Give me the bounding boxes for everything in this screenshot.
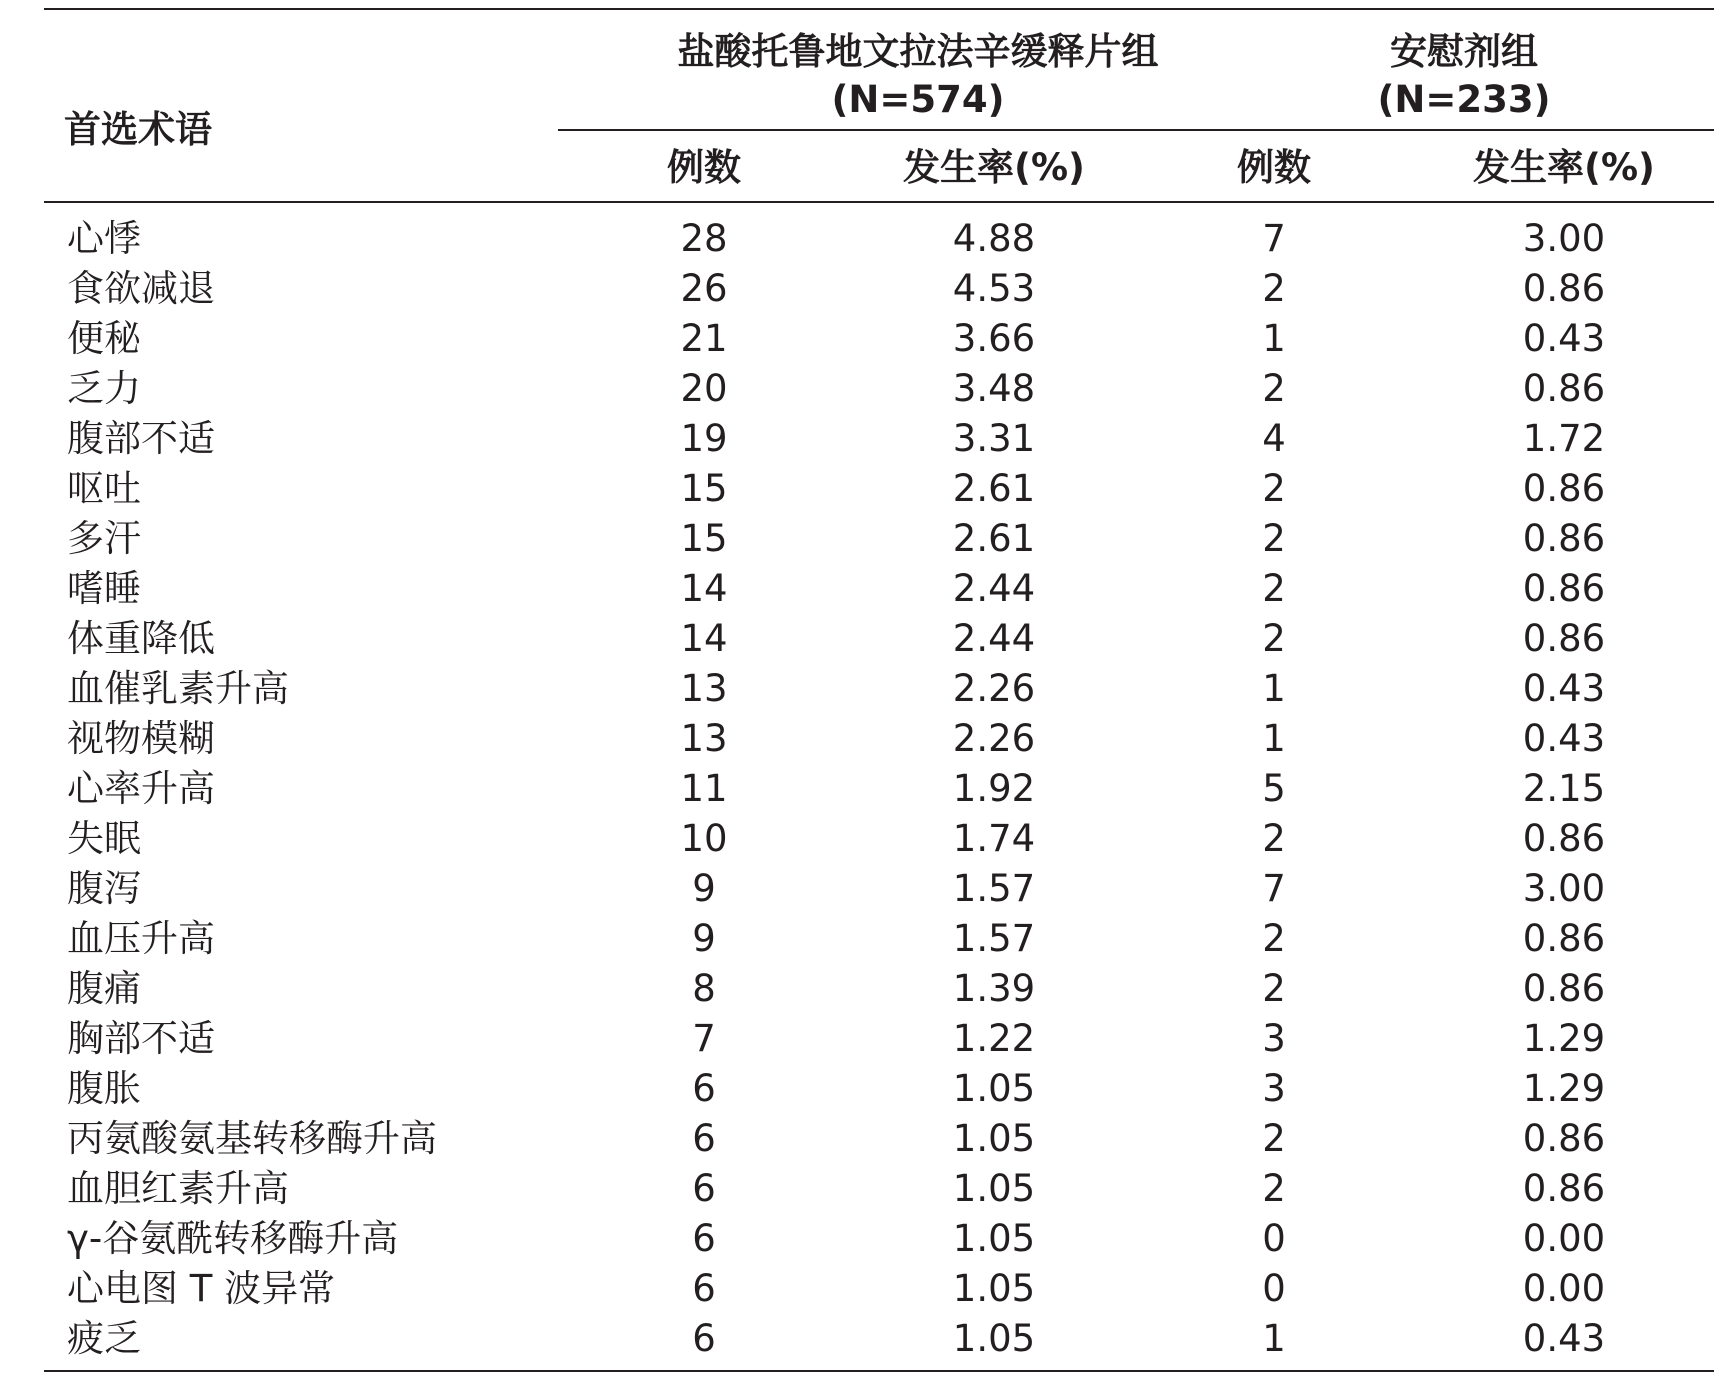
cell-term: 丙氨酸氨基转移酶升高 (67, 1117, 437, 1160)
cell-drug-cases: 26 (680, 267, 728, 310)
cell-drug-cases: 13 (680, 667, 728, 710)
header-drug-rate: 发生率(%) (903, 146, 1085, 189)
cell-placebo-cases: 1 (1262, 717, 1286, 760)
table-row (44, 764, 1714, 814)
cell-placebo-rate: 0.86 (1522, 617, 1606, 660)
cell-term: 便秘 (67, 317, 141, 360)
table-row (44, 414, 1714, 464)
cell-drug-rate: 1.05 (952, 1067, 1036, 1110)
table-row (44, 464, 1714, 514)
cell-placebo-cases: 1 (1262, 1317, 1286, 1360)
cell-term: 多汗 (67, 517, 141, 560)
cell-placebo-cases: 2 (1262, 467, 1286, 510)
cell-placebo-rate: 0.86 (1522, 517, 1606, 560)
cell-placebo-cases: 2 (1262, 817, 1286, 860)
cell-drug-cases: 7 (692, 1017, 716, 1060)
cell-drug-rate: 1.05 (952, 1317, 1036, 1360)
table-row (44, 714, 1714, 764)
cell-drug-rate: 1.57 (952, 917, 1036, 960)
cell-drug-cases: 11 (680, 767, 728, 810)
table-row (44, 564, 1714, 614)
cell-placebo-cases: 2 (1262, 367, 1286, 410)
table-body (44, 214, 1714, 1364)
table-row (44, 514, 1714, 564)
cell-term: 腹痛 (67, 967, 141, 1010)
table-row (44, 814, 1714, 864)
cell-placebo-cases: 2 (1262, 567, 1286, 610)
cell-placebo-cases: 2 (1262, 517, 1286, 560)
cell-drug-rate: 2.44 (952, 567, 1036, 610)
cell-drug-rate: 2.61 (952, 467, 1036, 510)
cell-drug-cases: 6 (692, 1167, 716, 1210)
cell-term: 血催乳素升高 (67, 667, 289, 710)
cell-drug-cases: 6 (692, 1117, 716, 1160)
table-row (44, 964, 1714, 1014)
cell-placebo-cases: 3 (1262, 1067, 1286, 1110)
cell-placebo-cases: 2 (1262, 617, 1286, 660)
cell-drug-cases: 13 (680, 717, 728, 760)
placebo-group-n: (N=233) (1377, 78, 1551, 121)
cell-placebo-rate: 0.86 (1522, 817, 1606, 860)
cell-placebo-cases: 1 (1262, 317, 1286, 360)
table-row (44, 1214, 1714, 1264)
table-row (44, 1314, 1714, 1364)
header-bottom-rule (44, 201, 1714, 203)
cell-placebo-cases: 3 (1262, 1017, 1286, 1060)
cell-placebo-cases: 7 (1262, 217, 1286, 260)
cell-placebo-rate: 0.43 (1522, 317, 1606, 360)
cell-placebo-rate: 3.00 (1522, 217, 1606, 260)
cell-placebo-rate: 0.86 (1522, 967, 1606, 1010)
cell-term: 腹胀 (67, 1067, 141, 1110)
cell-term: 失眠 (67, 817, 141, 860)
table-row (44, 364, 1714, 414)
cell-placebo-rate: 0.86 (1522, 917, 1606, 960)
cell-placebo-cases: 7 (1262, 867, 1286, 910)
cell-drug-cases: 6 (692, 1217, 716, 1260)
table-row (44, 1064, 1714, 1114)
cell-drug-cases: 20 (680, 367, 728, 410)
header-placebo-group (1164, 28, 1716, 124)
cell-term: 血胆红素升高 (67, 1167, 289, 1210)
table-top-rule (44, 8, 1714, 10)
cell-drug-rate: 4.88 (952, 217, 1036, 260)
cell-term: 腹部不适 (67, 417, 215, 460)
cell-drug-cases: 15 (680, 467, 728, 510)
header-drug-cases: 例数 (667, 146, 741, 189)
cell-placebo-cases: 5 (1262, 767, 1286, 810)
cell-placebo-rate: 0.43 (1522, 667, 1606, 710)
cell-term: 嗜睡 (67, 567, 141, 610)
cell-term: 心电图 T 波异常 (67, 1267, 336, 1310)
cell-drug-cases: 21 (680, 317, 728, 360)
cell-placebo-rate: 0.43 (1522, 1317, 1606, 1360)
cell-placebo-rate: 1.72 (1522, 417, 1606, 460)
cell-drug-rate: 3.66 (952, 317, 1036, 360)
cell-term: 呕吐 (67, 467, 141, 510)
cell-drug-rate: 3.48 (952, 367, 1036, 410)
cell-placebo-rate: 0.43 (1522, 717, 1606, 760)
cell-placebo-rate: 0.86 (1522, 1167, 1606, 1210)
cell-placebo-rate: 3.00 (1522, 867, 1606, 910)
header-placebo-rate: 发生率(%) (1473, 146, 1655, 189)
cell-term: 食欲减退 (67, 267, 215, 310)
table-row (44, 914, 1714, 964)
cell-placebo-cases: 2 (1262, 1167, 1286, 1210)
cell-placebo-cases: 0 (1262, 1217, 1286, 1260)
table-row (44, 864, 1714, 914)
cell-drug-cases: 15 (680, 517, 728, 560)
cell-placebo-rate: 1.29 (1522, 1067, 1606, 1110)
group-header-rule (558, 129, 1714, 131)
cell-drug-cases: 6 (692, 1267, 716, 1310)
cell-placebo-cases: 1 (1262, 667, 1286, 710)
cell-drug-cases: 14 (680, 617, 728, 660)
cell-drug-rate: 1.05 (952, 1117, 1036, 1160)
cell-placebo-rate: 0.86 (1522, 1117, 1606, 1160)
cell-term: 乏力 (67, 367, 141, 410)
cell-drug-cases: 28 (680, 217, 728, 260)
cell-drug-rate: 2.44 (952, 617, 1036, 660)
cell-placebo-rate: 0.00 (1522, 1217, 1606, 1260)
cell-drug-rate: 2.61 (952, 517, 1036, 560)
cell-placebo-rate: 0.00 (1522, 1267, 1606, 1310)
cell-placebo-rate: 0.86 (1522, 467, 1606, 510)
cell-placebo-cases: 0 (1262, 1267, 1286, 1310)
cell-term: 心悸 (67, 217, 141, 260)
cell-drug-cases: 19 (680, 417, 728, 460)
table-row (44, 614, 1714, 664)
cell-drug-rate: 1.05 (952, 1217, 1036, 1260)
drug-group-name: 盐酸托鲁地文拉法辛缓释片组 (677, 30, 1159, 73)
cell-drug-cases: 9 (692, 867, 716, 910)
cell-placebo-rate: 0.86 (1522, 367, 1606, 410)
drug-group-n: (N=574) (831, 78, 1005, 121)
cell-drug-cases: 6 (692, 1317, 716, 1360)
header-preferred-term: 首选术语 (64, 108, 212, 151)
cell-term: 视物模糊 (67, 717, 215, 760)
table-row (44, 664, 1714, 714)
cell-drug-cases: 6 (692, 1067, 716, 1110)
cell-drug-rate: 1.22 (952, 1017, 1036, 1060)
cell-drug-rate: 2.26 (952, 667, 1036, 710)
cell-drug-rate: 4.53 (952, 267, 1036, 310)
cell-term: 胸部不适 (67, 1017, 215, 1060)
table-row (44, 1164, 1714, 1214)
placebo-group-name: 安慰剂组 (1390, 30, 1538, 73)
table-row (44, 314, 1714, 364)
cell-drug-rate: 1.05 (952, 1267, 1036, 1310)
table-row (44, 214, 1714, 264)
cell-placebo-rate: 1.29 (1522, 1017, 1606, 1060)
cell-drug-cases: 14 (680, 567, 728, 610)
cell-placebo-rate: 2.15 (1522, 767, 1606, 810)
cell-drug-rate: 2.26 (952, 717, 1036, 760)
cell-drug-rate: 1.39 (952, 967, 1036, 1010)
cell-term: γ-谷氨酰转移酶升高 (67, 1217, 399, 1260)
cell-placebo-cases: 2 (1262, 967, 1286, 1010)
cell-drug-cases: 10 (680, 817, 728, 860)
cell-term: 疲乏 (67, 1317, 141, 1360)
table-row (44, 1114, 1714, 1164)
cell-drug-rate: 3.31 (952, 417, 1036, 460)
cell-drug-rate: 1.57 (952, 867, 1036, 910)
cell-term: 体重降低 (67, 617, 215, 660)
cell-drug-rate: 1.05 (952, 1167, 1036, 1210)
cell-placebo-cases: 4 (1262, 417, 1286, 460)
cell-term: 心率升高 (67, 767, 215, 810)
header-drug-group (618, 28, 1218, 124)
table-row (44, 1264, 1714, 1314)
cell-placebo-rate: 0.86 (1522, 567, 1606, 610)
cell-drug-cases: 9 (692, 917, 716, 960)
cell-placebo-cases: 2 (1262, 1117, 1286, 1160)
cell-placebo-cases: 2 (1262, 917, 1286, 960)
cell-drug-cases: 8 (692, 967, 716, 1010)
table-row (44, 1014, 1714, 1064)
cell-placebo-rate: 0.86 (1522, 267, 1606, 310)
table-row (44, 264, 1714, 314)
cell-placebo-cases: 2 (1262, 267, 1286, 310)
cell-drug-rate: 1.74 (952, 817, 1036, 860)
header-placebo-cases: 例数 (1237, 146, 1311, 189)
table-bottom-rule (44, 1370, 1714, 1372)
cell-term: 血压升高 (67, 917, 215, 960)
cell-drug-rate: 1.92 (952, 767, 1036, 810)
cell-term: 腹泻 (67, 867, 141, 910)
